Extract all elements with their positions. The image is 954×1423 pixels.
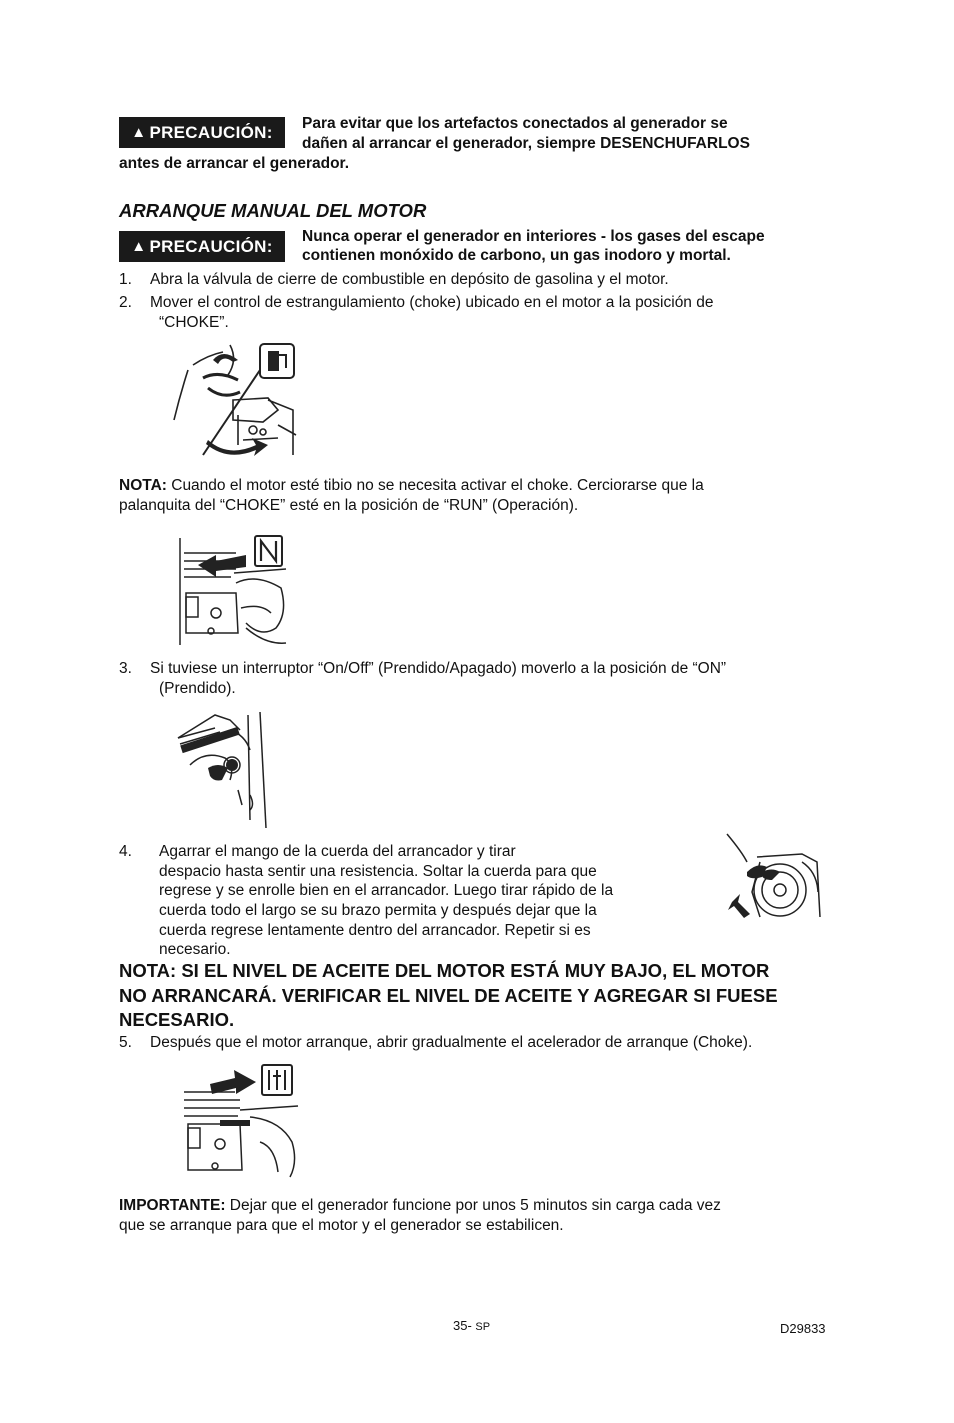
nota-2-line-2: NO ARRANCARÁ. VERIFICAR EL NIVEL DE ACEITE Y AGREGAR SI FUESE xyxy=(119,984,778,1006)
step-4-number: 4. xyxy=(119,843,132,860)
step-4-line-5: cuerda regrese lentamente dentro del arrancador. Repetir si es xyxy=(159,922,591,939)
caution-badge-1 xyxy=(119,117,285,148)
warning-1-line-2: dañen al arrancar el generador, siempre DESENCHUFARLOS xyxy=(302,135,750,152)
nota-1-line-2: palanquita del “CHOKE” esté en la posición de “RUN” (Operación). xyxy=(119,497,579,514)
importante-label: IMPORTANTE: xyxy=(119,1197,226,1214)
caution-badge-label: PRECAUCIÓN: xyxy=(149,122,273,142)
nota-2 xyxy=(119,959,839,1033)
step-2-line-1: Mover el control de estrangulamiento (choke) ubicado en el motor a la posición de xyxy=(150,294,714,311)
page-number-value: 35- xyxy=(453,1318,472,1333)
step-5-text: Después que el motor arranque, abrir gradualmente el acelerador de arranque (Choke). xyxy=(150,1034,753,1051)
nota-1-line-1 xyxy=(119,476,834,496)
page-language: SP xyxy=(475,1321,491,1333)
page-number xyxy=(453,1318,490,1333)
step-1-text: Abra la válvula de cierre de combustible en depósito de gasolina y el motor. xyxy=(150,271,669,288)
step-3-line-1: Si tuviese un interruptor “On/Off” (Prendido/Apagado) moverlo a la posición de “ON” xyxy=(150,660,727,677)
step-4-line-1: Agarrar el mango de la cuerda del arrancador y tirar xyxy=(159,843,516,860)
importante-line-2: que se arranque para que el motor y el generador se estabilicen. xyxy=(119,1217,564,1234)
step-2-line-2: “CHOKE”. xyxy=(159,314,229,331)
step-4-line-4: cuerda todo el largo se su brazo permita y después dejar que la xyxy=(159,902,597,919)
step-5-number: 5. xyxy=(119,1034,132,1051)
warning-triangle-icon: ▲ xyxy=(131,124,147,141)
nota-2-line-1: NOTA: SI EL NIVEL DE ACEITE DEL MOTOR ESTÁ MUY BAJO, EL MOTOR xyxy=(119,960,770,981)
step-4-line-6: necesario. xyxy=(159,941,231,958)
importante-line-1 xyxy=(119,1196,834,1216)
warning-1-line-1: Para evitar que los artefactos conectados al generador se xyxy=(302,115,728,132)
section-title: ARRANQUE MANUAL DEL MOTOR xyxy=(119,200,427,221)
step-3-number: 3. xyxy=(119,660,132,677)
step-4-line-2: despacio hasta sentir una resistencia. Soltar la cuerda para que xyxy=(159,863,597,880)
document-code: D29833 xyxy=(780,1321,826,1336)
warning-2-line-2: contienen monóxido de carbono, un gas inodoro y mortal. xyxy=(302,247,731,264)
warning-2-line-1: Nunca operar el generador en interiores - los gases del escape xyxy=(302,228,765,245)
illustration-choke-open xyxy=(180,1062,300,1180)
caution-badge-2 xyxy=(119,231,285,262)
illustration-choke-run xyxy=(176,533,291,649)
warning-1-line-3: antes de arrancar el generador. xyxy=(119,155,350,172)
nota-2-line-3: NECESARIO. xyxy=(119,1009,235,1030)
step-3-line-2: (Prendido). xyxy=(159,680,236,697)
illustration-choke-fuel xyxy=(168,340,303,465)
illustration-recoil-starter xyxy=(722,832,827,922)
choke-run-icon xyxy=(262,1065,292,1095)
importante-text: Dejar que el generador funcione por unos 5 minutos sin carga cada vez xyxy=(225,1197,721,1214)
warning-triangle-icon: ▲ xyxy=(131,238,147,255)
nota-1-text: Cuando el motor esté tibio no se necesita activar el choke. Cerciorarse que la xyxy=(166,477,704,494)
fuel-pump-icon xyxy=(260,344,294,378)
illustration-on-off-switch xyxy=(170,710,270,828)
step-2-number: 2. xyxy=(119,294,132,311)
choke-n-icon xyxy=(255,536,282,566)
step-1-number: 1. xyxy=(119,271,132,288)
caution-badge-label: PRECAUCIÓN: xyxy=(149,236,273,256)
step-4-line-3: regrese y se enrolle bien en el arrancador. Luego tirar rápido de la xyxy=(159,882,614,899)
nota-1-label: NOTA: xyxy=(119,477,167,494)
